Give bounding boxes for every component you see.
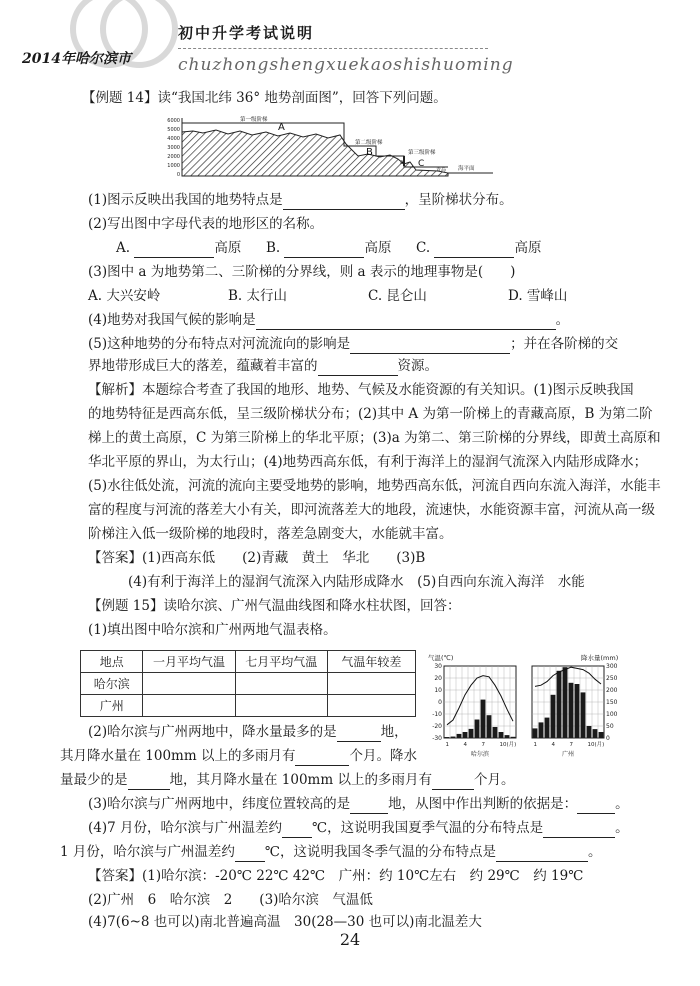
q15-4: (4)7 月份，哈尔滨与广州温差约 ℃，这说明我国夏季气温的分布特点是 。	[88, 820, 629, 836]
month-tick: 1	[445, 742, 449, 748]
table-input-cell[interactable]	[327, 673, 415, 695]
table-header: 气温年较差	[327, 651, 415, 673]
guangzhou-precip-bar	[533, 728, 538, 738]
answer-blank[interactable]	[543, 837, 615, 838]
temp-tick: 30	[434, 663, 442, 670]
q14-5-cont: 界地带形成巨大的落差，蕴藏着丰富的 资源。	[88, 358, 438, 374]
y-tick: 1000	[167, 163, 180, 169]
analysis-line: 的地势特征是西高东低，呈三级阶梯状分布；(2)其中 A 为第一阶梯上的青藏高原，B 为第二阶	[88, 406, 653, 422]
table-header: 七月平均气温	[235, 651, 327, 673]
answer-blank[interactable]	[432, 789, 474, 790]
y-tick: 2000	[167, 154, 180, 160]
header-year-city: 2014年哈尔滨市	[22, 51, 131, 67]
precip-tick: 300	[606, 663, 618, 670]
guangzhou-precip-bar	[569, 683, 574, 738]
table-row	[81, 695, 416, 717]
header-rule	[178, 48, 488, 49]
table-input-cell[interactable]	[235, 673, 327, 695]
temp-tick: -10	[432, 711, 442, 718]
table-input-cell[interactable]	[327, 695, 415, 717]
guangzhou-precip-bar	[581, 692, 586, 738]
q14-2: (2)写出图中字母代表的地形区的名称。	[88, 216, 324, 232]
step1-label: 第一级阶梯	[240, 117, 268, 123]
answer-blank[interactable]	[337, 741, 381, 742]
q14-3-opt-a: A. 大兴安岭	[88, 288, 161, 304]
q14-4: (4)地势对我国气候的影响是 。	[88, 312, 570, 328]
table-input-cell[interactable]	[143, 695, 235, 717]
month-tick: 1	[533, 742, 537, 748]
harbin-precip-bar	[481, 700, 486, 738]
harbin-precip-bar	[487, 715, 492, 738]
label-B: B	[366, 147, 373, 158]
city-label-harbin: 哈尔滨	[470, 751, 490, 758]
y-tick: 0	[176, 172, 180, 178]
temp-axis-label: 气温(℃)	[428, 654, 454, 662]
answer15-line1: 【答案】(1)哈尔滨：-20℃ 22℃ 42℃ 广州：约 10℃左右 约 29℃ 约 19℃	[88, 868, 584, 884]
table-input-cell[interactable]	[143, 673, 235, 695]
table-header: 一月平均气温	[143, 651, 235, 673]
answer-blank[interactable]	[434, 257, 514, 258]
harbin-precip-bar	[445, 737, 450, 738]
temp-tick: -30	[432, 735, 442, 742]
month-tick: 10(月)	[499, 742, 517, 748]
q15-2: (2)哈尔滨与广州两地中，降水量最多的是 地，	[88, 724, 408, 740]
precip-tick: 200	[606, 687, 618, 694]
q15-3: (3)哈尔滨与广州两地中，纬度位置较高的是 地，从图中作出判断的依据是： 。	[88, 796, 629, 812]
guangzhou-precip-bar	[575, 684, 580, 738]
q15-4-cont: 1 月份，哈尔滨与广州温差约 ℃，这说明我国冬季气温的分布特点是 。	[60, 844, 602, 860]
step3-label: 第三级阶梯	[408, 150, 436, 156]
guangzhou-precip-bar	[545, 718, 550, 738]
answer-blank[interactable]	[284, 257, 364, 258]
harbin-precip-bar	[463, 732, 468, 738]
analysis-line: 华北平原的界山，为太行山；(4)地势西高东低，有利于海洋上的湿润气流深入内陆形成降水；	[88, 454, 648, 470]
q15-2-cont1: 其月降水量在 100mm 以上的多雨月有 个月。降水	[60, 748, 417, 764]
answer14-line2: (4)有利于海洋上的湿润气流深入内陆形成降水 (5)自西向东流入海洋 水能	[128, 574, 585, 590]
header-pinyin: chuzhongshengxuekaoshishuoming	[178, 55, 514, 75]
page-number: 24	[339, 930, 361, 949]
sea-level-label: 海平面	[458, 166, 475, 172]
guangzhou-precip-bar	[551, 695, 556, 738]
harbin-precip-bar	[469, 729, 474, 738]
answer-blank[interactable]	[235, 861, 265, 862]
analysis-line: 【解析】本题综合考查了我国的地形、地势、气候及水能资源的有关知识。(1)图示反映我国	[88, 382, 634, 398]
harbin-precip-bar	[505, 735, 510, 738]
answer15-line2: (2)广州 6 哈尔滨 2 (3)哈尔滨 气温低	[88, 892, 373, 908]
answer-blank[interactable]	[577, 813, 615, 814]
precip-axis-label: 降水量(mm)	[581, 654, 619, 662]
label-a-small: a	[400, 159, 404, 166]
q14-3: (3)图中 a 为地势第二、三阶梯的分界线，则 a 表示的地理事物是( )	[88, 264, 516, 280]
example15-intro: 【例题 15】读哈尔滨、广州气温曲线图和降水柱状图，回答：	[88, 598, 461, 614]
q14-1: (1)图示反映出我国的地势特点是 ，呈阶梯状分布。	[88, 192, 513, 208]
answer-blank[interactable]	[282, 837, 312, 838]
month-tick: 10(月)	[587, 742, 605, 748]
temp-tick: 20	[434, 675, 442, 682]
guangzhou-precip-bar	[587, 726, 592, 738]
q14-3-opt-c: C. 昆仑山	[368, 288, 427, 304]
q15-1: (1)填出图中哈尔滨和广州两地气温表格。	[88, 622, 337, 638]
y-tick: 3000	[167, 145, 180, 151]
q14-5: (5)这种地势的分布特点对河流流向的影响是 ；并在各阶梯的交	[88, 336, 619, 352]
analysis-line: (5)水往低处流，河流的流向主要受地势的影响，地势西高东低，河流自西向东流入海洋，水能丰	[88, 478, 661, 494]
answer-blank[interactable]	[318, 375, 398, 376]
precip-tick: 150	[606, 699, 618, 706]
guangzhou-precip-bar	[539, 722, 544, 738]
table-cell: 广州	[81, 695, 143, 717]
table-row	[81, 673, 416, 695]
answer-blank[interactable]	[295, 765, 349, 766]
precip-tick: 100	[606, 711, 618, 718]
guangzhou-precip-bar	[557, 671, 562, 738]
table-header: 地点	[81, 651, 143, 673]
precip-tick: 50	[606, 723, 614, 730]
month-tick: 7	[569, 742, 573, 748]
q14-3-opt-b: B. 太行山	[228, 288, 288, 304]
answer-blank[interactable]	[350, 813, 388, 814]
label-A: A	[278, 122, 285, 133]
analysis-line: 梯上的黄土高原，C 为第三阶梯上的华北平原；(3)a 为第二、第三阶梯的分界线，即黄土高原和	[88, 430, 661, 446]
table-cell: 哈尔滨	[81, 673, 143, 695]
y-tick: 4000	[167, 136, 180, 142]
answer-blank[interactable]	[283, 209, 405, 210]
q14-3-opt-d: D. 雪峰山	[508, 288, 568, 304]
y-tick: 5000	[167, 127, 180, 133]
answer-blank[interactable]	[128, 789, 170, 790]
label-C: C	[418, 159, 425, 169]
table-input-cell[interactable]	[235, 695, 327, 717]
analysis-line: 富的程度与河流的落差大小有关，即河流落差大的地段，流速快，水能资源丰富，河流从高一级	[88, 502, 655, 518]
example14-intro: 【例题 14】读“我国北纬 36° 地势剖面图”，回答下列问题。	[82, 90, 447, 106]
month-tick: 4	[463, 742, 467, 748]
harbin-precip-bar	[493, 727, 498, 738]
harbin-precip-bar	[451, 737, 456, 738]
harbin-precip-bar	[511, 737, 516, 738]
answer-blank[interactable]	[496, 861, 588, 862]
temperature-table	[80, 650, 416, 717]
step2-label: 第二级阶梯	[355, 140, 383, 146]
city-label-guangzhou: 广州	[561, 751, 575, 758]
month-tick: 4	[551, 742, 555, 748]
precip-tick: 0	[606, 735, 610, 742]
temp-tick: 0	[438, 699, 442, 706]
terrain-profile	[148, 112, 498, 182]
answer-blank[interactable]	[350, 353, 510, 354]
harbin-precip-bar	[499, 732, 504, 738]
qingdao-label: 青岛	[436, 167, 447, 173]
y-tick: 6000	[167, 118, 180, 124]
header-title: 初中升学考试说明	[178, 24, 315, 42]
answer-blank[interactable]	[256, 329, 556, 330]
temp-tick: -20	[432, 723, 442, 730]
guangzhou-precip-bar	[593, 729, 598, 738]
temp-tick: 10	[434, 687, 442, 694]
climate-charts	[426, 650, 632, 760]
q15-2-cont2: 量最少的是 地，其月降水量在 100mm 以上的多雨月有 个月。	[60, 772, 515, 788]
harbin-precip-bar	[457, 734, 462, 738]
table-header-row	[81, 651, 416, 673]
answer15-line3: (4)7(6~8 也可以)南北普遍高温 30(28—30 也可以)南北温差大	[88, 914, 482, 930]
answer14-line1: 【答案】(1)西高东低 (2)青藏 黄土 华北 (3)B	[88, 550, 426, 566]
guangzhou-precip-bar	[563, 667, 568, 738]
precip-tick: 250	[606, 675, 618, 682]
guangzhou-precip-bar	[599, 732, 604, 738]
harbin-precip-bar	[475, 720, 480, 738]
analysis-line: 阶梯注入低一级阶梯的地段时，落差急剧变大，水能就丰富。	[88, 526, 453, 542]
q14-2-options: A. 高原 B. 高原 C. 高原	[116, 240, 542, 256]
answer-blank[interactable]	[134, 257, 214, 258]
month-tick: 7	[481, 742, 485, 748]
